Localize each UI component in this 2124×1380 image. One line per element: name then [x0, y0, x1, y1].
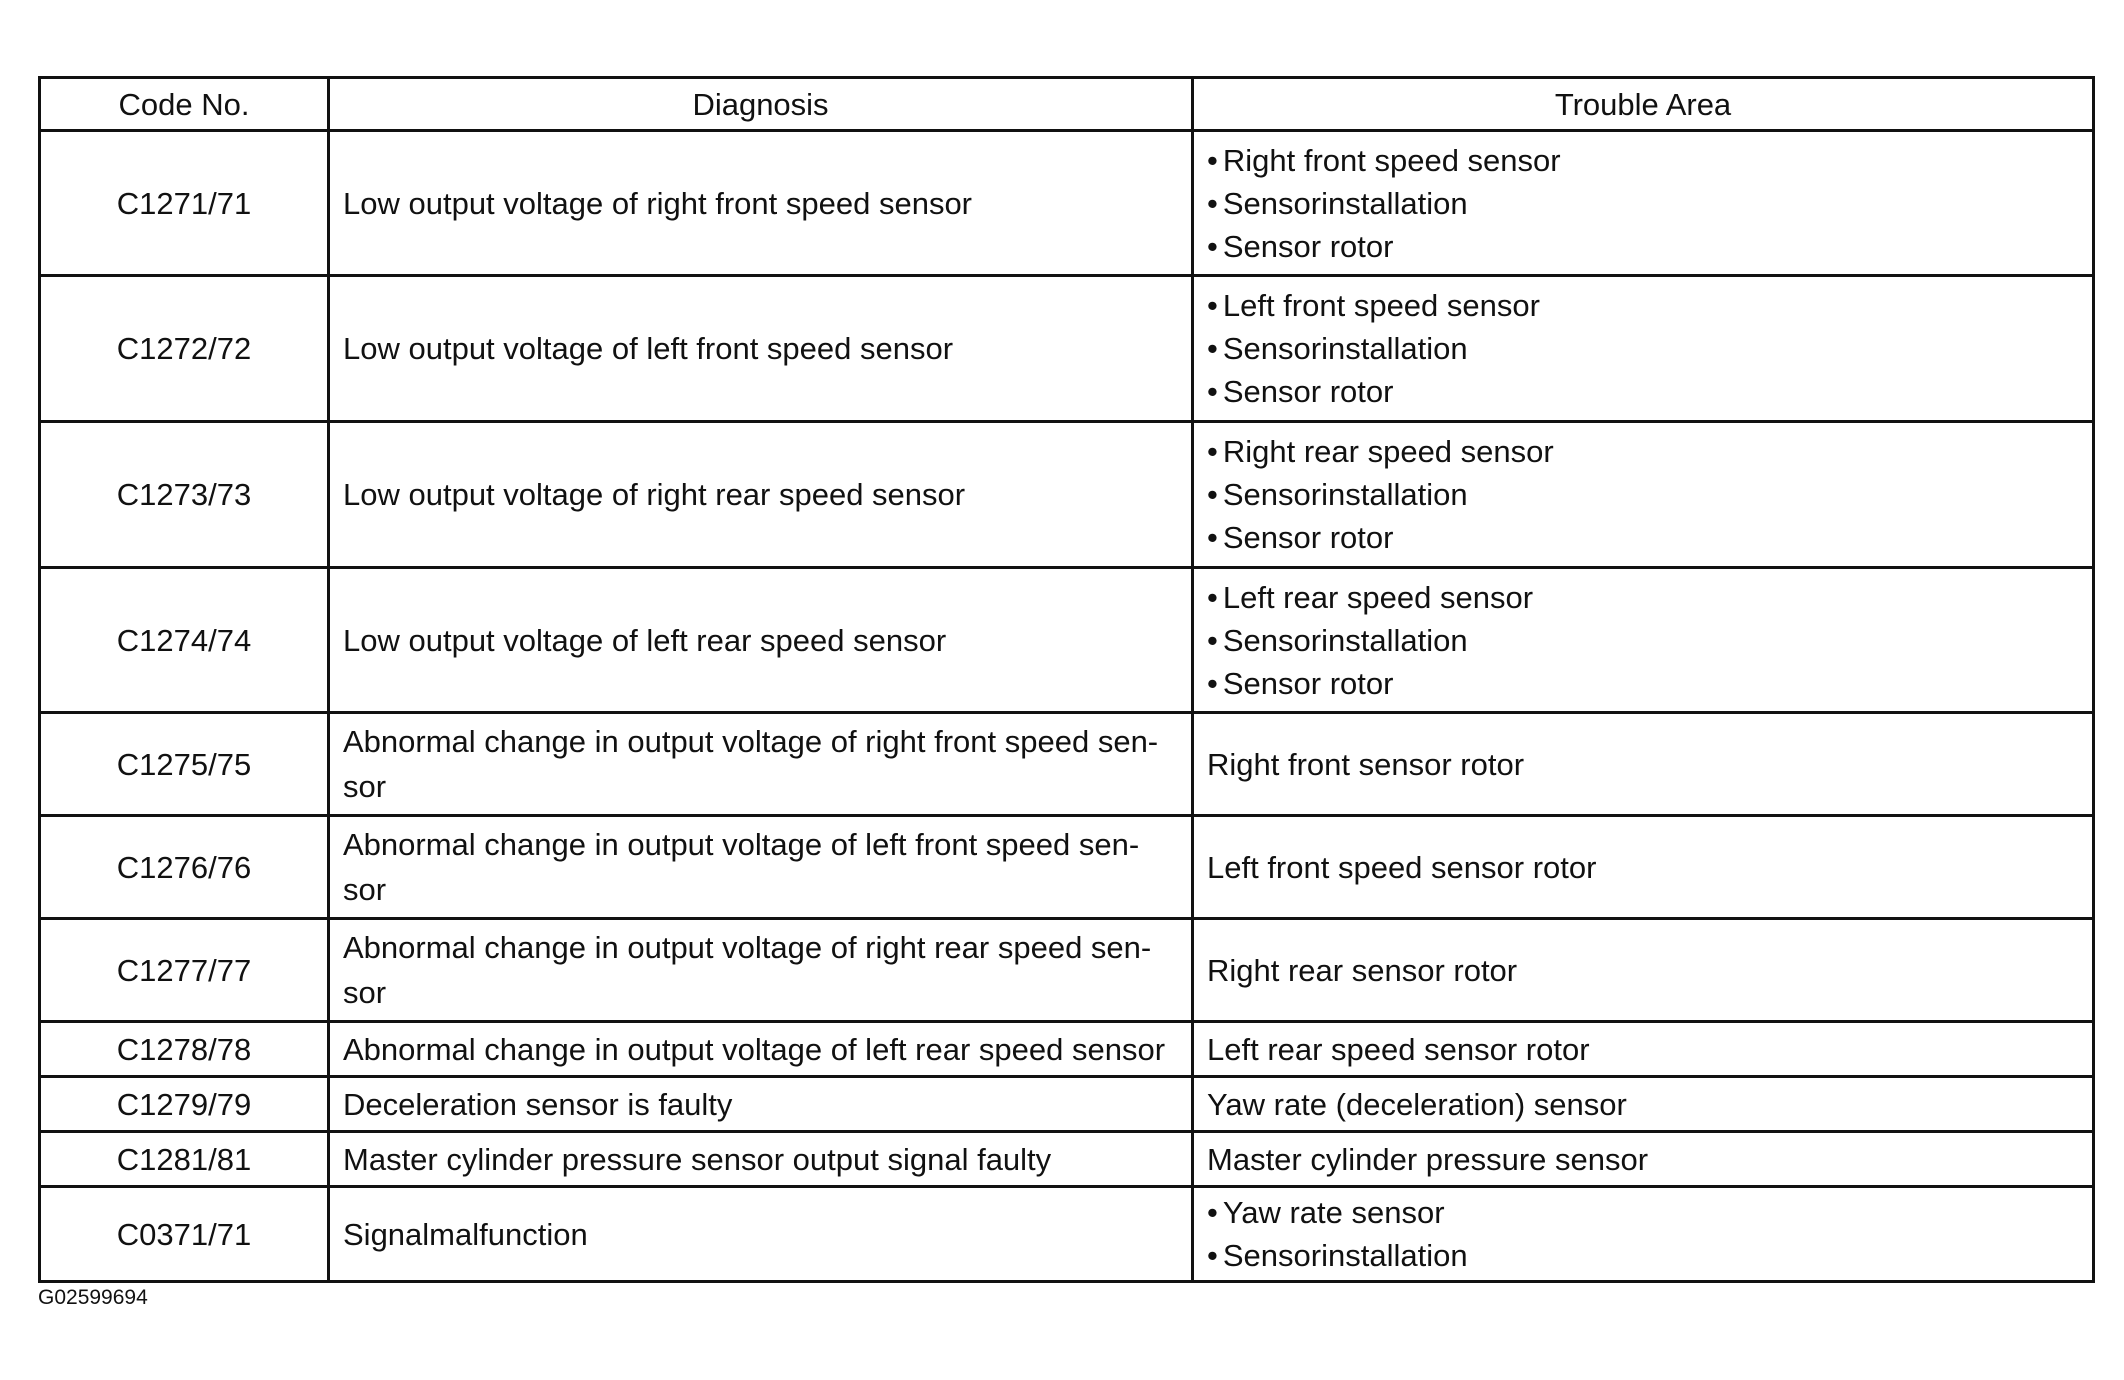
code-cell: C1281/81: [40, 1132, 329, 1187]
trouble-area-item: • Sensorinstallation: [1207, 182, 2084, 225]
trouble-area-list: [1207, 576, 2084, 705]
diagnosis-text: Low output voltage of right front speed sensor: [343, 185, 973, 221]
table-row: [40, 568, 2094, 713]
trouble-area-list: [1207, 139, 2084, 268]
diagnosis-text: Deceleration sensor is faulty: [343, 1086, 733, 1122]
trouble-area-item: • Sensorinstallation: [1207, 1234, 2084, 1277]
code-cell: C1274/74: [40, 568, 329, 713]
header-diagnosis: Diagnosis: [329, 78, 1193, 131]
header-row: [40, 78, 2094, 131]
table-row: [40, 1132, 2094, 1187]
table-row: [40, 816, 2094, 919]
table-body: [40, 131, 2094, 1282]
trouble-area-item: • Sensorinstallation: [1207, 327, 2084, 370]
table-row: [40, 713, 2094, 816]
trouble-area-cell: [1193, 276, 2094, 422]
diagnosis-cell: [329, 568, 1193, 713]
diagnosis-cell: [329, 422, 1193, 568]
diagnosis-cell: [329, 131, 1193, 276]
diagnosis-cell: [329, 276, 1193, 422]
trouble-area-item: • Sensor rotor: [1207, 225, 2084, 268]
table-row: [40, 276, 2094, 422]
trouble-area-cell: [1193, 422, 2094, 568]
trouble-area-cell: [1193, 1187, 2094, 1282]
diagnosis-cell: [329, 1022, 1193, 1077]
code-cell: C1276/76: [40, 816, 329, 919]
diagnosis-cell: [329, 919, 1193, 1022]
trouble-area-list: [1207, 284, 2084, 413]
trouble-area-item: • Yaw rate sensor: [1207, 1191, 2084, 1234]
diagnosis-cell: [329, 1077, 1193, 1132]
trouble-area-list: [1207, 1191, 2084, 1277]
code-cell: C1273/73: [40, 422, 329, 568]
table-row: [40, 1077, 2094, 1132]
code-cell: C1279/79: [40, 1077, 329, 1132]
header-code-no: Code No.: [40, 78, 329, 131]
table-header: [40, 78, 2094, 131]
diagnosis-text: Abnormal change in output voltage of right front speed sen- sor: [343, 724, 1159, 804]
diagnosis-text: Low output voltage of left rear speed sensor: [343, 622, 947, 658]
diagnosis-text: Abnormal change in output voltage of left rear speed sensor: [343, 1031, 1166, 1067]
code-cell: C0371/71: [40, 1187, 329, 1282]
trouble-area-item: • Right rear speed sensor: [1207, 430, 2084, 473]
table-row: [40, 919, 2094, 1022]
diagnosis-text: Abnormal change in output voltage of left front speed sen- sor: [343, 827, 1140, 907]
diagnosis-text: Signalmalfunction: [343, 1216, 588, 1252]
table-row: [40, 422, 2094, 568]
trouble-area-list: [1207, 430, 2084, 559]
trouble-area-text: Left rear speed sensor rotor: [1207, 1031, 1590, 1067]
trouble-area-text: Left front speed sensor rotor: [1207, 849, 1597, 885]
code-cell: C1277/77: [40, 919, 329, 1022]
trouble-area-item: • Sensorinstallation: [1207, 473, 2084, 516]
diagnostic-code-table: [38, 76, 2095, 1283]
diagnosis-cell: [329, 1132, 1193, 1187]
trouble-area-cell: [1193, 131, 2094, 276]
code-cell: C1271/71: [40, 131, 329, 276]
diagnosis-text: Low output voltage of left front speed sensor: [343, 331, 954, 366]
diagnosis-text: Master cylinder pressure sensor output signal faulty: [343, 1141, 1052, 1177]
trouble-area-text: Yaw rate (deceleration) sensor: [1207, 1086, 1627, 1122]
table-row: [40, 131, 2094, 276]
trouble-area-item: • Sensor rotor: [1207, 662, 2084, 705]
trouble-area-cell: [1193, 816, 2094, 919]
trouble-area-cell: [1193, 1077, 2094, 1132]
trouble-area-cell: [1193, 713, 2094, 816]
code-cell: C1278/78: [40, 1022, 329, 1077]
diagnosis-cell: [329, 713, 1193, 816]
diagnosis-text: Low output voltage of right rear speed sensor: [343, 477, 966, 512]
trouble-area-cell: [1193, 568, 2094, 713]
trouble-area-cell: [1193, 1132, 2094, 1187]
header-trouble-area: Trouble Area: [1193, 78, 2094, 131]
diagnosis-text: Abnormal change in output voltage of right rear speed sen- sor: [343, 930, 1152, 1010]
table-row: [40, 1187, 2094, 1282]
table-row: [40, 1022, 2094, 1077]
diagnosis-cell: [329, 816, 1193, 919]
trouble-area-text: Right rear sensor rotor: [1207, 952, 1518, 988]
trouble-area-cell: [1193, 1022, 2094, 1077]
trouble-area-item: • Sensor rotor: [1207, 516, 2084, 559]
trouble-area-text: Right front sensor rotor: [1207, 746, 1525, 782]
trouble-area-item: • Left rear speed sensor: [1207, 576, 2084, 619]
figure-id: G02599694: [38, 1286, 148, 1309]
trouble-area-item: • Right front speed sensor: [1207, 139, 2084, 182]
trouble-area-item: • Left front speed sensor: [1207, 284, 2084, 327]
trouble-area-text: Master cylinder pressure sensor: [1207, 1141, 1649, 1177]
code-cell: C1272/72: [40, 276, 329, 422]
diagnosis-cell: [329, 1187, 1193, 1282]
trouble-area-item: • Sensor rotor: [1207, 370, 2084, 413]
trouble-area-item: • Sensorinstallation: [1207, 619, 2084, 662]
code-cell: C1275/75: [40, 713, 329, 816]
trouble-area-cell: [1193, 919, 2094, 1022]
